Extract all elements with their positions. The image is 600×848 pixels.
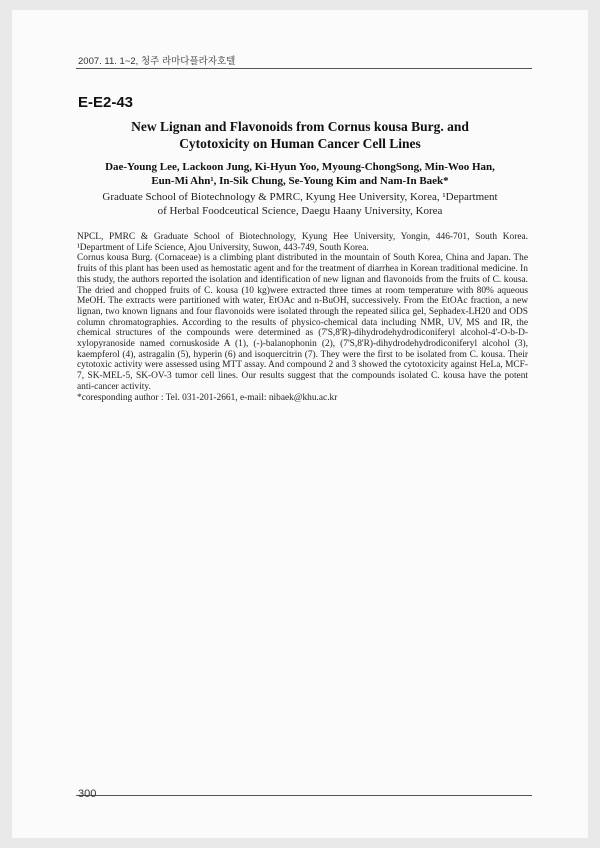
title-line-1: New Lignan and Flavonoids from Cornus kousa Burg. and (131, 119, 469, 134)
affiliation-line-2: of Herbal Foodceutical Science, Daegu Haany University, Korea (157, 205, 443, 217)
affiliation (80, 190, 520, 218)
header-rule (76, 68, 532, 69)
paper-title (90, 118, 510, 152)
correspondence-line: *coresponding author : Tel. 031-201-2661, e-mail: nibaek@khu.ac.kr (77, 392, 338, 403)
abstract-body (77, 232, 528, 403)
abstract-paragraph: Cornus kousa Burg. (Cornaceae) is a climbing plant distributed in the mountain of South Korea, China and Japan. The fruits of this plant has been used as hemostatic agent and for the treatment of diarrhea in Korean traditional medicine. In this study, the authors reported the isolation and identification of new lignan and flavonoids from the fruits of C. kousa. The dried and chopped fruits of C. kousa (10 kg)were extracted three times at room temperature with 80% aqueous MeOH. The extracts were partitioned with water, EtOAc and n-BuOH, successively. From the EtOAc fraction, a new lignan, two known lignans and four flavonoids were isolated through the repeated silica gel, Sephadex-LH20 and ODS column chromatographies. According to the results of physico-chemical data including NMR, UV, MS and IR, the chemical structures of the compounds were determined as (7'S,8'R)-dihydrodehydrodiconiferyl alcohol-4'-O-b-D-xylopyranoside named cornuskoside A (1), (-)-balanophonin (2), (7'S,8'R)-dihydrodehydrodiconiferyl alcohol (3), kaempferol (4), astragalin (5), hyperin (6) and isoquercitrin (7). They were the first to be isolated from C. kousa. Their cytotoxic activity were assessed using MTT assay. And compound 2 and 3 showed the cytotoxicity against HeLa, MCF-7, SK-MEL-5, SK-OV-3 tumor cell lines. Our results suggest that the compounds isolated C. kousa have the potent anti-cancer activity. (77, 253, 528, 392)
authors-line-2: Eun-Mi Ahn¹, In-Sik Chung, Se-Young Kim and Nam-In Baek* (151, 175, 449, 187)
conference-header: 2007. 11. 1~2, 청주 라마다플라자호텔 (78, 56, 236, 67)
abstract-code: E-E2-43 (78, 94, 134, 111)
page-number: 300 (78, 788, 97, 800)
footer-rule (76, 795, 532, 796)
affiliation-note: NPCL, PMRC & Graduate School of Biotechnology, Kyung Hee University, Yongin, 446-701, South Korea. ¹Department of Life Science, Ajou University, Suwon, 443-749, South Korea. (77, 232, 528, 253)
affiliation-line-1: Graduate School of Biotechnology & PMRC, Kyung Hee University, Korea, ¹Department (102, 191, 498, 203)
title-line-2: Cytotoxicity on Human Cancer Cell Lines (179, 136, 421, 151)
author-list (92, 160, 508, 188)
authors-line-1: Dae-Young Lee, Lackoon Jung, Ki-Hyun Yoo, Myoung-ChongSong, Min-Woo Han, (105, 161, 495, 173)
